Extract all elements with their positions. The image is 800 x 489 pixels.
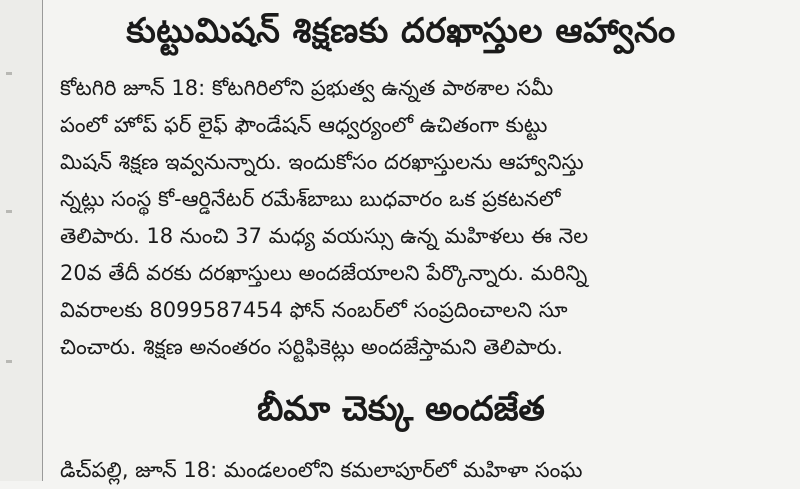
article-1-line: కోటగిరి జూన్ 18: కోటగిరిలోని ప్రభుత్వ ఉన్నత పాఠశాల సమీ bbox=[60, 76, 554, 100]
article-1-headline: కుట్టుమిషన్ శిక్షణకు దరఖాస్తుల ఆహ్వానం bbox=[126, 11, 676, 51]
margin-mark bbox=[6, 72, 12, 75]
margin-mark bbox=[6, 360, 12, 363]
adjacent-column-strip bbox=[0, 0, 42, 481]
article-2-headline-block bbox=[60, 389, 742, 429]
article-1-line: పంలో హోప్ ఫర్ లైఫ్ ఫౌండేషన్ ఆధ్వర్యంలో ఉచితంగా కుట్టు bbox=[60, 113, 548, 137]
article-1-line: చించారు. శిక్షణ అనంతరం సర్టిఫికెట్లు అందజేస్తామని తెలిపారు. bbox=[60, 335, 564, 359]
article-1-line: తెలిపారు. 18 నుంచి 37 మధ్య వయస్సు ఉన్న మహిళలు ఈ నెల bbox=[60, 224, 589, 248]
article-2-headline: బీమా చెక్కు అందజేత bbox=[257, 389, 545, 429]
article-1-line: వివరాలకు 8099587454 ఫోన్ నంబర్‌లో సంప్రదించాలని సూ bbox=[60, 298, 568, 322]
margin-mark bbox=[6, 210, 12, 213]
article-1-body bbox=[60, 70, 742, 366]
article-1-line: మిషన్ శిక్షణ ఇవ్వనున్నారు. ఇందుకోసం దరఖాస్తులను ఆహ్వానిస్తు bbox=[60, 150, 584, 174]
column-divider bbox=[42, 0, 43, 481]
article-1-line: న్నట్లు సంస్థ కో-ఆర్డినేటర్ రమేశ్‌బాబు బుధవారం ఒక ప్రకటనలో bbox=[60, 187, 561, 211]
article-1-line: 20వ తేదీ వరకు దరఖాస్తులు అందజేయాలని పేర్కొన్నారు. మరిన్ని bbox=[60, 261, 588, 285]
article-2-body bbox=[60, 452, 742, 489]
article-1-headline-block bbox=[60, 11, 742, 51]
article-2-line: డిచ్‌పల్లి, జూన్ 18: మండలంలోని కమలాపూర్‌లో మహిళా సంఘ bbox=[60, 458, 583, 482]
